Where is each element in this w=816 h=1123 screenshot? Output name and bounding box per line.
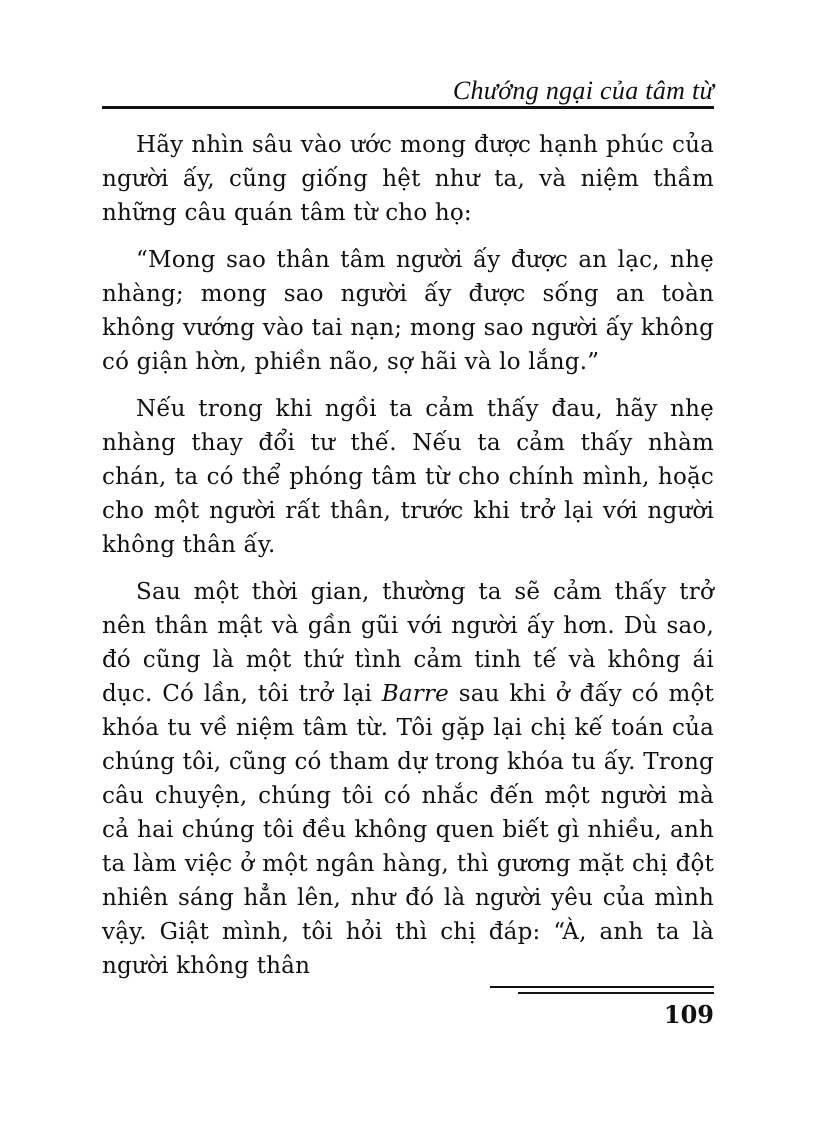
paragraph-1: Hãy nhìn sâu vào ước mong được hạnh phúc của người ấy, cũng giống hệt như ta, và niệm thầm những câu quán tâm từ cho họ: (102, 132, 714, 226)
paragraph-3: Nếu trong khi ngồi ta cảm thấy đau, hãy nhẹ nhàng thay đổi tư thế. Nếu ta cảm thấy nhàm chán, ta có thể phóng tâm từ cho chính mình, hoặc cho một người rất thân, trước khi trở lại với người không thân ấy. (102, 396, 714, 558)
paragraph-4 (102, 575, 714, 983)
page-number: 109 (663, 1000, 714, 1029)
body-text (102, 128, 714, 996)
running-header-title: Chướng ngại của tâm từ (452, 76, 714, 105)
footer-divider-top (490, 986, 714, 988)
header-divider (102, 106, 714, 109)
paragraph-2: “Mong sao thân tâm người ấy được an lạc, nhẹ nhàng; mong sao người ấy được sống an toàn không vướng vào tai nạn; mong sao người ấy không có giận hờn, phiền não, sợ hãi và lo lắng.” (102, 247, 714, 375)
footer-divider-bottom (518, 992, 714, 994)
paragraph-4-text-after: sau khi ở đấy có một khóa tu về niệm tâm từ. Tôi gặp lại chị kế toán của chúng tôi, cũng có tham dự trong khóa tu ấy. Trong câu chuyện, chúng tôi có nhắc đến một người mà cả hai chúng tôi đều không quen biết gì nhiều, anh ta làm việc ở một ngân hàng, thì gương mặt chị đột nhiên sáng hẳn lên, như đó là người yêu của mình vậy. Giật mình, tôi hỏi thì chị đáp: “À, anh ta là người không thân (102, 681, 714, 979)
place-name-barre: Barre (381, 681, 449, 707)
paragraph-4-text-before: Sau một thời gian, thường ta sẽ cảm thấy trở nên thân mật và gần gũi với người ấy hơn. Dù sao, đó cũng là một thứ tình cảm tinh tế và không ái dục. Có lần, tôi trở lại (102, 579, 714, 707)
